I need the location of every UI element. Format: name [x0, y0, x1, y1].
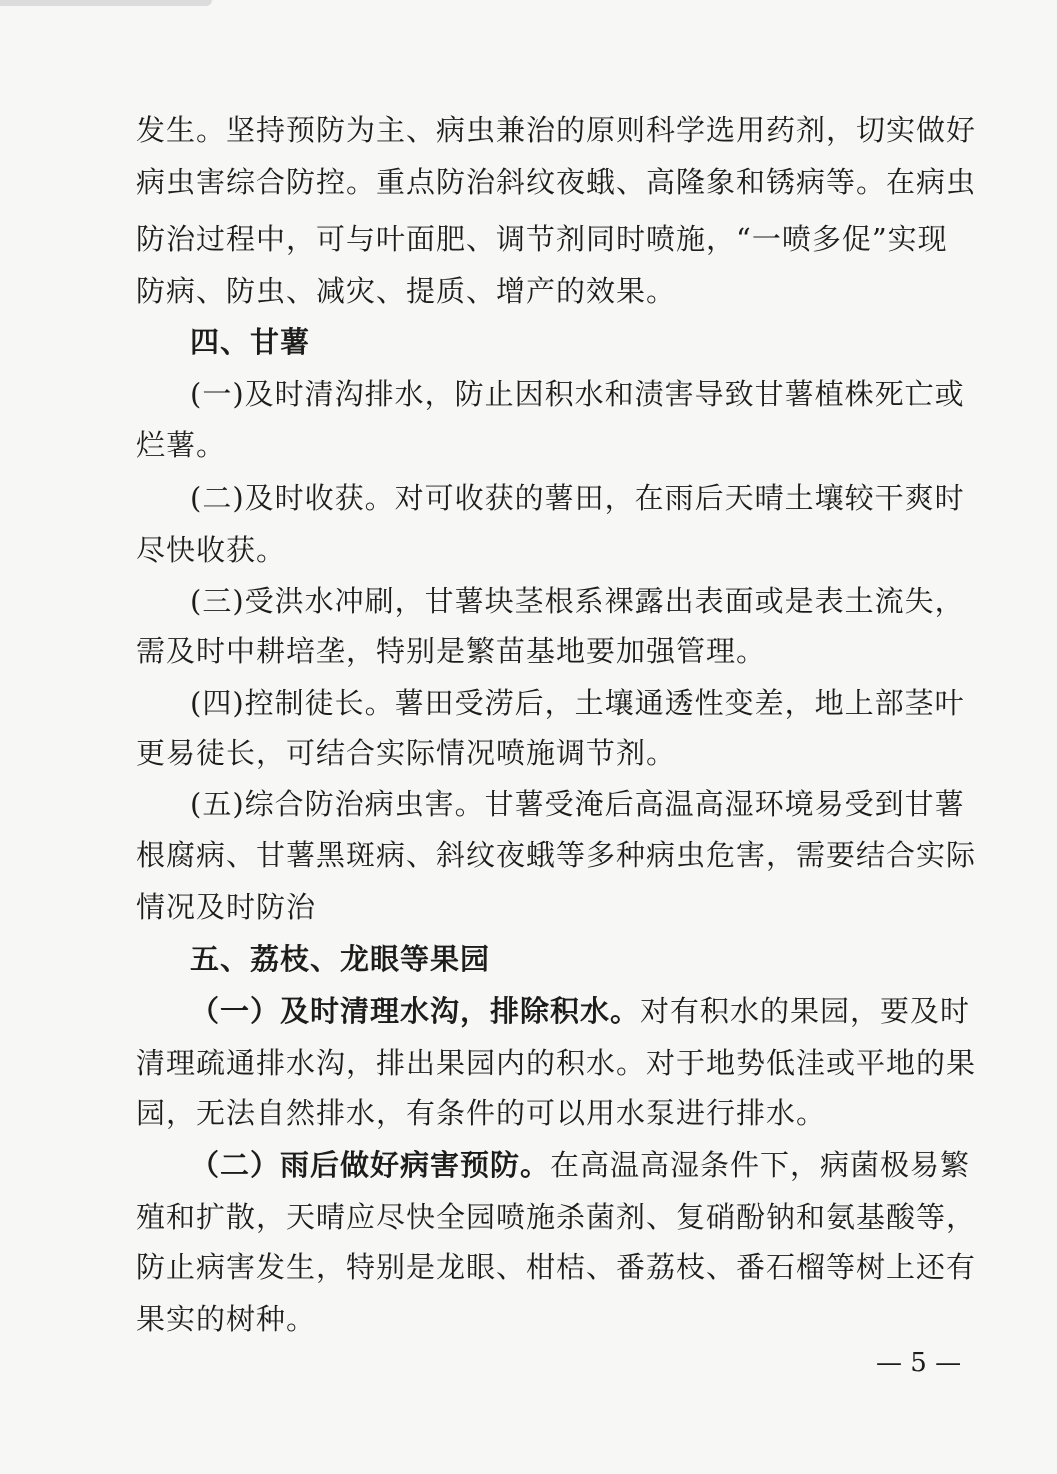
- body-line: 烂薯。: [136, 428, 227, 462]
- body-line: (五)综合防治病虫害。甘薯受淹后高温高湿环境易受到甘薯: [190, 787, 965, 821]
- body-line: [190, 1148, 970, 1182]
- body-line: (二)及时收获。对可收获的薯田，在雨后天晴土壤较干爽时: [190, 481, 965, 515]
- body-line: 需及时中耕培垄，特别是繁苗基地要加强管理。: [136, 634, 767, 668]
- body-line: 清理疏通排水沟，排出果园内的积水。对于地势低洼或平地的果: [136, 1046, 977, 1080]
- bold-lead: （二）雨后做好病害预防。: [190, 1148, 551, 1182]
- body-line: 情况及时防治: [136, 890, 317, 924]
- body-line: (三)受洪水冲刷，甘薯块茎根系裸露出表面或是表土流失，: [190, 584, 965, 618]
- body-line: [190, 994, 970, 1028]
- body-line: 果实的树种。: [136, 1302, 317, 1336]
- body-line: (一)及时清沟排水，防止因积水和渍害导致甘薯植株死亡或: [190, 377, 965, 411]
- body-line: 尽快收获。: [136, 533, 287, 567]
- body-line: 根腐病、甘薯黑斑病、斜纹夜蛾等多种病虫危害，需要结合实际: [136, 838, 977, 872]
- body-line: 防止病害发生，特别是龙眼、柑桔、番荔枝、番石榴等树上还有: [136, 1250, 977, 1284]
- section-heading: 四、甘薯: [190, 325, 311, 359]
- page-number: — 5 —: [876, 1348, 962, 1378]
- body-line: (四)控制徒长。薯田受涝后，土壤通透性变差，地上部茎叶: [190, 686, 965, 720]
- body-line: 园，无法自然排水，有条件的可以用水泵进行排水。: [136, 1096, 827, 1130]
- bold-lead: （一）及时清理水沟，排除积水。: [190, 994, 641, 1028]
- section-heading: 五、荔枝、龙眼等果园: [190, 942, 491, 976]
- body-line: 防病、防虫、减灾、提质、增产的效果。: [136, 274, 677, 308]
- body-line: 更易徒长，可结合实际情况喷施调节剂。: [136, 736, 677, 770]
- line-text: 在高温高湿条件下，病菌极易繁: [550, 1148, 971, 1182]
- body-line: 殖和扩散，天晴应尽快全园喷施杀菌剂、复硝酚钠和氨基酸等，: [136, 1200, 977, 1234]
- body-line: 病虫害综合防控。重点防治斜纹夜蛾、高隆象和锈病等。在病虫: [136, 165, 977, 199]
- body-line: 防治过程中，可与叶面肥、调节剂同时喷施，“一喷多促”实现: [136, 222, 948, 256]
- scan-edge-tab: [0, 0, 212, 6]
- line-text: 对有积水的果园，要及时: [640, 994, 971, 1028]
- body-line: 发生。坚持预防为主、病虫兼治的原则科学选用药剂，切实做好: [136, 113, 977, 147]
